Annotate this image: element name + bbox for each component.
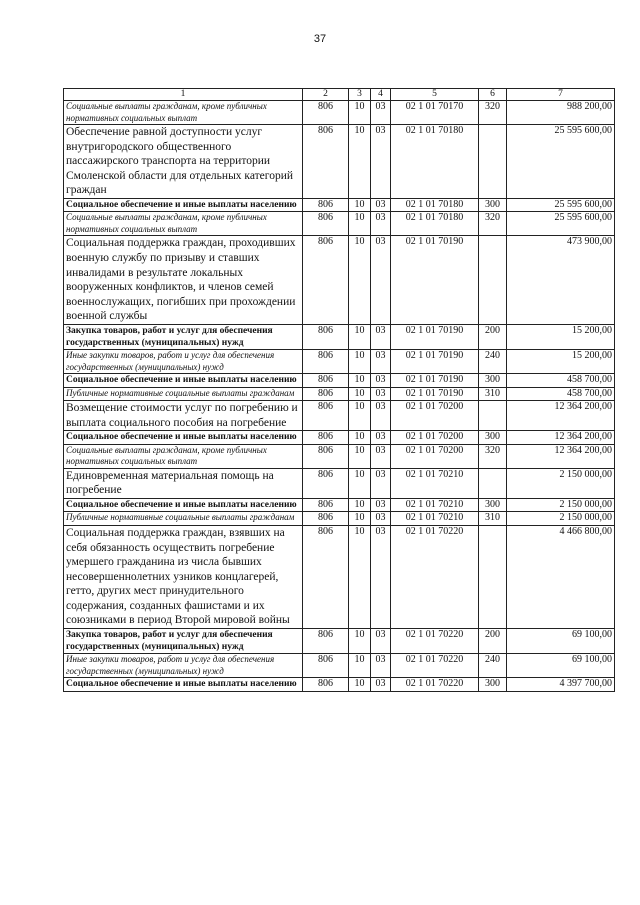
cell-subsection: 03 <box>371 212 391 236</box>
cell-amount: 2 150 000,00 <box>507 468 615 498</box>
cell-subsection: 03 <box>371 374 391 388</box>
cell-target-article: 02 1 01 70190 <box>391 236 479 325</box>
cell-expense-type: 300 <box>479 374 507 388</box>
cell-amount: 2 150 000,00 <box>507 512 615 526</box>
cell-section: 10 <box>349 325 371 350</box>
cell-target-article: 02 1 01 70190 <box>391 387 479 401</box>
row-name: Социальная поддержка граждан, проходивших военную службу по призыву и ставших инвалидами в результате локальных вооруженных конфликтов, и членов семей военнослужащих, погибших при прохождении военной службы <box>64 236 303 325</box>
cell-amount: 12 364 200,00 <box>507 444 615 468</box>
cell-target-article: 02 1 01 70180 <box>391 212 479 236</box>
cell-amount: 473 900,00 <box>507 236 615 325</box>
table-row <box>64 525 615 628</box>
cell-section: 10 <box>349 125 371 199</box>
cell-section: 10 <box>349 431 371 445</box>
table-row <box>64 498 615 512</box>
row-name: Социальные выплаты гражданам, кроме публичных нормативных социальных выплат <box>64 101 303 125</box>
cell-section: 10 <box>349 525 371 628</box>
cell-subsection: 03 <box>371 512 391 526</box>
table-row <box>64 236 615 325</box>
cell-section: 10 <box>349 654 371 678</box>
table-row <box>64 678 615 692</box>
cell-target-article: 02 1 01 70210 <box>391 468 479 498</box>
cell-amount: 988 200,00 <box>507 101 615 125</box>
cell-subsection: 03 <box>371 498 391 512</box>
cell-admin-code: 806 <box>303 444 349 468</box>
cell-admin-code: 806 <box>303 498 349 512</box>
cell-amount: 12 364 200,00 <box>507 431 615 445</box>
cell-amount: 458 700,00 <box>507 387 615 401</box>
cell-target-article: 02 1 01 70220 <box>391 629 479 654</box>
table-row <box>64 512 615 526</box>
column-header: 6 <box>479 89 507 101</box>
cell-expense-type <box>479 525 507 628</box>
cell-admin-code: 806 <box>303 654 349 678</box>
cell-section: 10 <box>349 444 371 468</box>
cell-admin-code: 806 <box>303 629 349 654</box>
cell-target-article: 02 1 01 70170 <box>391 101 479 125</box>
cell-subsection: 03 <box>371 387 391 401</box>
row-name: Социальные выплаты гражданам, кроме публичных нормативных социальных выплат <box>64 444 303 468</box>
cell-section: 10 <box>349 512 371 526</box>
row-name: Социальное обеспечение и иные выплаты населению <box>64 374 303 388</box>
cell-target-article: 02 1 01 70190 <box>391 350 479 374</box>
table-row <box>64 468 615 498</box>
cell-target-article: 02 1 01 70210 <box>391 498 479 512</box>
cell-expense-type: 310 <box>479 387 507 401</box>
row-name: Закупка товаров, работ и услуг для обеспечения государственных (муниципальных) нужд <box>64 629 303 654</box>
cell-subsection: 03 <box>371 431 391 445</box>
cell-admin-code: 806 <box>303 678 349 692</box>
cell-amount: 69 100,00 <box>507 629 615 654</box>
cell-target-article: 02 1 01 70200 <box>391 444 479 468</box>
cell-section: 10 <box>349 678 371 692</box>
cell-section: 10 <box>349 212 371 236</box>
column-header: 4 <box>371 89 391 101</box>
cell-expense-type <box>479 236 507 325</box>
cell-target-article: 02 1 01 70210 <box>391 512 479 526</box>
row-name: Возмещение стоимости услуг по погребению и выплата социального пособия на погребение <box>64 401 303 431</box>
cell-section: 10 <box>349 468 371 498</box>
cell-admin-code: 806 <box>303 350 349 374</box>
table-row <box>64 401 615 431</box>
cell-subsection: 03 <box>371 350 391 374</box>
cell-target-article: 02 1 01 70180 <box>391 198 479 212</box>
cell-expense-type <box>479 468 507 498</box>
cell-subsection: 03 <box>371 125 391 199</box>
cell-subsection: 03 <box>371 525 391 628</box>
cell-amount: 2 150 000,00 <box>507 498 615 512</box>
table-row <box>64 350 615 374</box>
row-name: Социальная поддержка граждан, взявших на себя обязанность осуществить погребение умершего гражданина из числа бывших несовершеннолетних узников концлагерей, гетто, других мест принудительного содержания, созданных фашистами и их союзниками в период Второй мировой войны <box>64 525 303 628</box>
table-row <box>64 325 615 350</box>
row-name: Иные закупки товаров, работ и услуг для обеспечения государственных (муниципальных) нужд <box>64 350 303 374</box>
cell-amount: 4 397 700,00 <box>507 678 615 692</box>
cell-subsection: 03 <box>371 444 391 468</box>
cell-target-article: 02 1 01 70220 <box>391 525 479 628</box>
table-row <box>64 212 615 236</box>
cell-expense-type: 240 <box>479 350 507 374</box>
column-header: 3 <box>349 89 371 101</box>
row-name: Социальное обеспечение и иные выплаты населению <box>64 498 303 512</box>
row-name: Публичные нормативные социальные выплаты гражданам <box>64 387 303 401</box>
cell-expense-type: 300 <box>479 198 507 212</box>
cell-subsection: 03 <box>371 468 391 498</box>
row-name: Единовременная материальная помощь на погребение <box>64 468 303 498</box>
cell-amount: 25 595 600,00 <box>507 212 615 236</box>
cell-section: 10 <box>349 401 371 431</box>
cell-expense-type: 300 <box>479 678 507 692</box>
row-name: Социальное обеспечение и иные выплаты населению <box>64 198 303 212</box>
row-name: Закупка товаров, работ и услуг для обеспечения государственных (муниципальных) нужд <box>64 325 303 350</box>
cell-amount: 25 595 600,00 <box>507 125 615 199</box>
table-row <box>64 431 615 445</box>
cell-subsection: 03 <box>371 325 391 350</box>
cell-target-article: 02 1 01 70190 <box>391 325 479 350</box>
cell-admin-code: 806 <box>303 431 349 445</box>
column-header: 1 <box>64 89 303 101</box>
cell-target-article: 02 1 01 70180 <box>391 125 479 199</box>
cell-amount: 12 364 200,00 <box>507 401 615 431</box>
table-row <box>64 101 615 125</box>
cell-section: 10 <box>349 101 371 125</box>
cell-expense-type: 320 <box>479 444 507 468</box>
cell-amount: 69 100,00 <box>507 654 615 678</box>
cell-expense-type <box>479 401 507 431</box>
column-header: 7 <box>507 89 615 101</box>
cell-target-article: 02 1 01 70190 <box>391 374 479 388</box>
cell-section: 10 <box>349 350 371 374</box>
table-row <box>64 629 615 654</box>
cell-section: 10 <box>349 498 371 512</box>
cell-expense-type: 300 <box>479 431 507 445</box>
cell-section: 10 <box>349 629 371 654</box>
cell-expense-type: 300 <box>479 498 507 512</box>
cell-subsection: 03 <box>371 678 391 692</box>
row-name: Обеспечение равной доступности услуг внутригородского общественного пассажирского транспорта на территории Смоленской области для отдельных категорий граждан <box>64 125 303 199</box>
cell-admin-code: 806 <box>303 512 349 526</box>
cell-admin-code: 806 <box>303 387 349 401</box>
cell-subsection: 03 <box>371 198 391 212</box>
cell-target-article: 02 1 01 70200 <box>391 431 479 445</box>
cell-admin-code: 806 <box>303 198 349 212</box>
cell-section: 10 <box>349 387 371 401</box>
row-name: Публичные нормативные социальные выплаты гражданам <box>64 512 303 526</box>
table-row <box>64 125 615 199</box>
cell-admin-code: 806 <box>303 236 349 325</box>
table-row <box>64 374 615 388</box>
cell-subsection: 03 <box>371 401 391 431</box>
table-row <box>64 444 615 468</box>
cell-target-article: 02 1 01 70220 <box>391 678 479 692</box>
cell-amount: 15 200,00 <box>507 350 615 374</box>
cell-expense-type: 320 <box>479 212 507 236</box>
cell-admin-code: 806 <box>303 101 349 125</box>
cell-admin-code: 806 <box>303 525 349 628</box>
cell-expense-type: 240 <box>479 654 507 678</box>
cell-amount: 4 466 800,00 <box>507 525 615 628</box>
table-row <box>64 198 615 212</box>
cell-section: 10 <box>349 374 371 388</box>
cell-admin-code: 806 <box>303 212 349 236</box>
cell-amount: 25 595 600,00 <box>507 198 615 212</box>
row-name: Иные закупки товаров, работ и услуг для обеспечения государственных (муниципальных) нужд <box>64 654 303 678</box>
cell-section: 10 <box>349 198 371 212</box>
cell-subsection: 03 <box>371 629 391 654</box>
cell-subsection: 03 <box>371 236 391 325</box>
cell-admin-code: 806 <box>303 468 349 498</box>
cell-expense-type: 310 <box>479 512 507 526</box>
table-row <box>64 654 615 678</box>
column-header: 5 <box>391 89 479 101</box>
table-header-row <box>64 89 615 101</box>
page-number: 37 <box>313 33 327 45</box>
budget-table <box>63 88 615 692</box>
cell-expense-type: 200 <box>479 325 507 350</box>
cell-expense-type: 200 <box>479 629 507 654</box>
cell-section: 10 <box>349 236 371 325</box>
cell-amount: 15 200,00 <box>507 325 615 350</box>
cell-expense-type: 320 <box>479 101 507 125</box>
cell-subsection: 03 <box>371 101 391 125</box>
row-name: Социальное обеспечение и иные выплаты населению <box>64 678 303 692</box>
cell-admin-code: 806 <box>303 401 349 431</box>
cell-subsection: 03 <box>371 654 391 678</box>
cell-admin-code: 806 <box>303 125 349 199</box>
row-name: Социальные выплаты гражданам, кроме публичных нормативных социальных выплат <box>64 212 303 236</box>
cell-admin-code: 806 <box>303 374 349 388</box>
cell-target-article: 02 1 01 70200 <box>391 401 479 431</box>
cell-target-article: 02 1 01 70220 <box>391 654 479 678</box>
column-header: 2 <box>303 89 349 101</box>
cell-admin-code: 806 <box>303 325 349 350</box>
cell-expense-type <box>479 125 507 199</box>
table-row <box>64 387 615 401</box>
cell-amount: 458 700,00 <box>507 374 615 388</box>
row-name: Социальное обеспечение и иные выплаты населению <box>64 431 303 445</box>
